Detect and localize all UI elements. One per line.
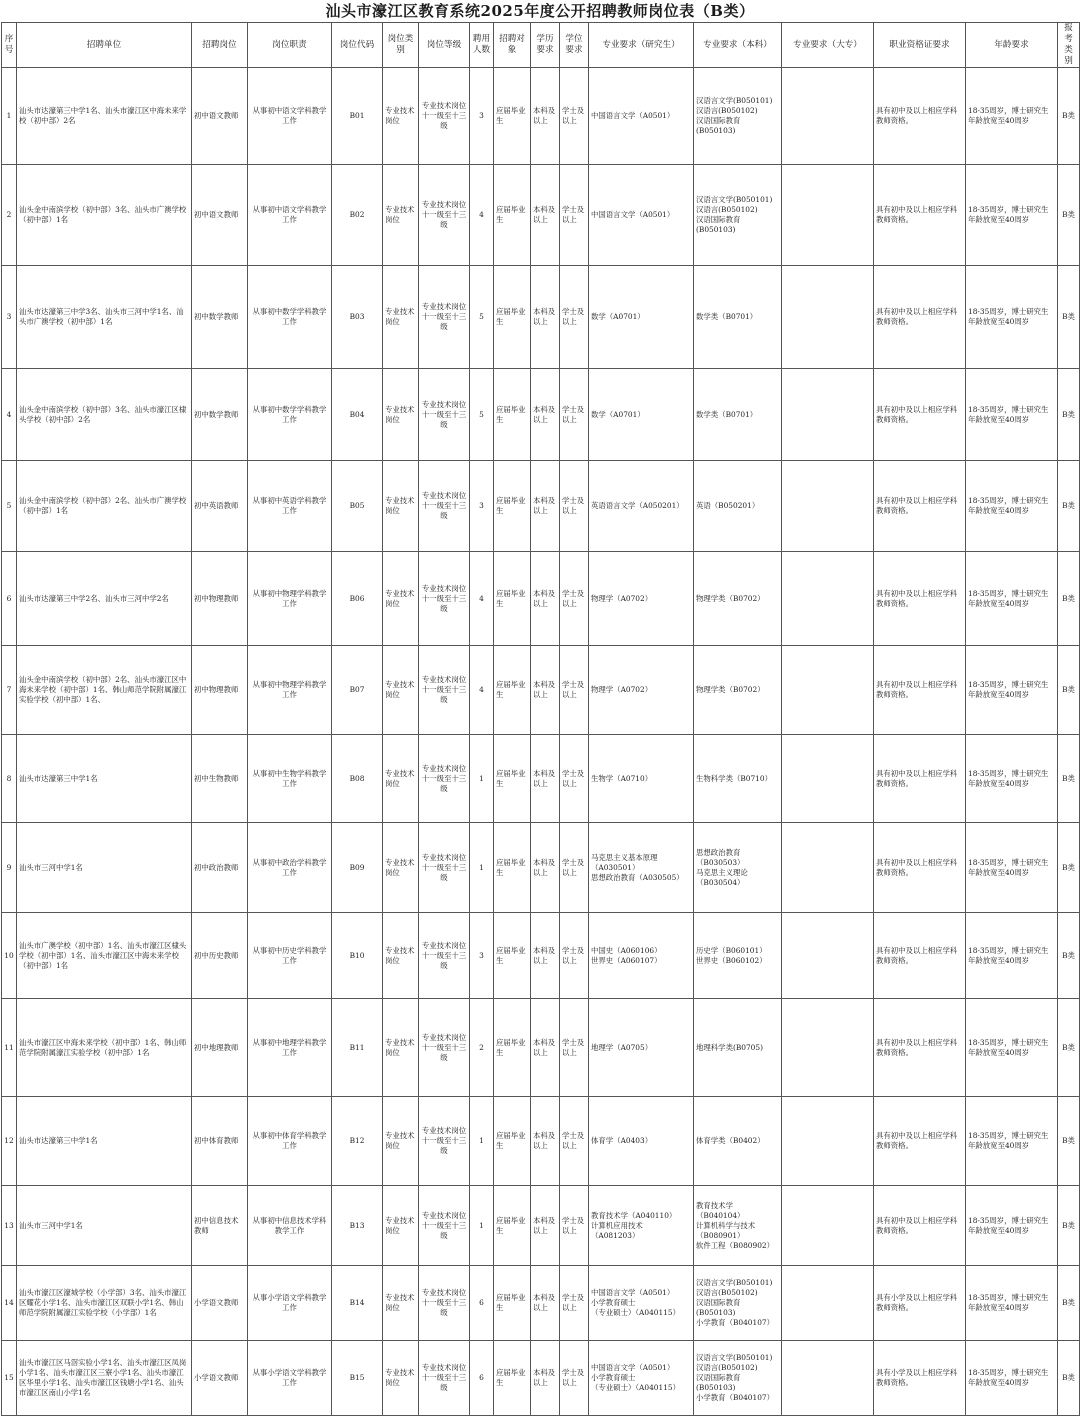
education-cell: 本科及以上 (531, 369, 560, 461)
category-cell: 专业技术岗位 (383, 266, 419, 369)
table-row (2, 1341, 1080, 1416)
certificate-cell: 具有初中及以上相应学科教师资格。 (874, 999, 966, 1097)
major-undergrad-cell: 物理学类（B0702） (694, 646, 782, 735)
age-cell: 18-35周岁，博士研究生年龄放宽至40周岁 (966, 1341, 1058, 1416)
level-cell: 专业技术岗位十一级至十三级 (419, 999, 470, 1097)
unit-cell: 汕头市广澳学校（初中部）1名、汕头市濠江区棣头学校（初中部）1名、汕头市濠江区中海未来学校（初中部）1名 (17, 913, 192, 999)
age-cell: 18-35周岁，博士研究生年龄放宽至40周岁 (966, 1186, 1058, 1266)
seq-cell: 9 (2, 823, 17, 913)
seq-cell: 5 (2, 461, 17, 552)
type-cell: B类 (1058, 369, 1080, 461)
age-cell: 18-35周岁，博士研究生年龄放宽至40周岁 (966, 1266, 1058, 1341)
category-cell: 专业技术岗位 (383, 1266, 419, 1341)
header-age: 年龄要求 (966, 23, 1058, 68)
table-row (2, 1266, 1080, 1341)
table-row (2, 913, 1080, 999)
header-row (2, 23, 1080, 68)
major-college-cell (782, 735, 874, 823)
count-cell: 6 (470, 1266, 494, 1341)
code-cell: B12 (332, 1097, 383, 1186)
major-postgrad-cell: 中国语言文学（A0501） 小学教育硕士 （专业硕士）（A040115） (589, 1266, 694, 1341)
target-cell: 应届毕业生 (494, 552, 531, 646)
target-cell: 应届毕业生 (494, 735, 531, 823)
certificate-cell: 具有初中及以上相应学科教师资格。 (874, 165, 966, 266)
duty-cell: 从事初中数学学科教学工作 (248, 369, 332, 461)
major-postgrad-cell: 体育学（A0403） (589, 1097, 694, 1186)
table-row (2, 165, 1080, 266)
type-cell: B类 (1058, 1341, 1080, 1416)
education-cell: 本科及以上 (531, 68, 560, 165)
header-post: 招聘岗位 (192, 23, 248, 68)
unit-cell: 汕头市三河中学1名 (17, 1186, 192, 1266)
degree-cell: 学士及以上 (560, 1186, 589, 1266)
post-cell: 初中数学教师 (192, 369, 248, 461)
major-postgrad-cell: 中国史（A060106） 世界史（A060107） (589, 913, 694, 999)
degree-cell: 学士及以上 (560, 1266, 589, 1341)
type-cell: B类 (1058, 735, 1080, 823)
unit-cell: 汕头市达濠第三中学3名、汕头市三河中学1名、汕头市广澳学校（初中部）1名 (17, 266, 192, 369)
major-postgrad-cell: 生物学（A0710） (589, 735, 694, 823)
type-cell: B类 (1058, 1186, 1080, 1266)
education-cell: 本科及以上 (531, 1186, 560, 1266)
unit-cell: 汕头金中南滨学校（初中部）2名、汕头市濠江区中海未来学校（初中部）1名、韩山师范学院附属濠江实验学校（初中部）1名、 (17, 646, 192, 735)
header-category: 岗位类别 (383, 23, 419, 68)
education-cell: 本科及以上 (531, 1341, 560, 1416)
unit-cell: 汕头市达濠第三中学1名 (17, 1097, 192, 1186)
code-cell: B11 (332, 999, 383, 1097)
level-cell: 专业技术岗位十一级至十三级 (419, 552, 470, 646)
duty-cell: 从事小学语文学科教学工作 (248, 1266, 332, 1341)
header-level: 岗位等级 (419, 23, 470, 68)
age-cell: 18-35周岁，博士研究生年龄放宽至40周岁 (966, 913, 1058, 999)
post-cell: 初中政治教师 (192, 823, 248, 913)
count-cell: 1 (470, 1097, 494, 1186)
education-cell: 本科及以上 (531, 735, 560, 823)
header-target: 招聘对象 (494, 23, 531, 68)
major-undergrad-cell: 教育技术学 （B040104） 计算机科学与技术 （B080901） 软件工程（B080902） (694, 1186, 782, 1266)
major-postgrad-cell: 物理学（A0702） (589, 646, 694, 735)
count-cell: 2 (470, 999, 494, 1097)
count-cell: 1 (470, 735, 494, 823)
certificate-cell: 具有小学及以上相应学科教师资格。 (874, 1266, 966, 1341)
target-cell: 应届毕业生 (494, 1341, 531, 1416)
header-type: 报考类别 (1058, 23, 1080, 68)
unit-cell: 汕头市达濠第三中学1名 (17, 735, 192, 823)
major-college-cell (782, 266, 874, 369)
major-undergrad-cell: 历史学（B060101） 世界史（B060102） (694, 913, 782, 999)
type-cell: B类 (1058, 999, 1080, 1097)
table-row (2, 369, 1080, 461)
unit-cell: 汕头市濠江区中海未来学校（初中部）1名、韩山师范学院附属濠江实验学校（初中部）1名 (17, 999, 192, 1097)
level-cell: 专业技术岗位十一级至十三级 (419, 646, 470, 735)
duty-cell: 从事初中历史学科教学工作 (248, 913, 332, 999)
major-postgrad-cell: 中国语言文学（A0501） 小学教育硕士 （专业硕士）（A040115） (589, 1341, 694, 1416)
seq-cell: 2 (2, 165, 17, 266)
level-cell: 专业技术岗位十一级至十三级 (419, 1186, 470, 1266)
code-cell: B06 (332, 552, 383, 646)
table-row (2, 646, 1080, 735)
education-cell: 本科及以上 (531, 646, 560, 735)
post-cell: 初中语文教师 (192, 68, 248, 165)
seq-cell: 13 (2, 1186, 17, 1266)
count-cell: 6 (470, 1341, 494, 1416)
seq-cell: 10 (2, 913, 17, 999)
duty-cell: 从事初中物理学科教学工作 (248, 552, 332, 646)
seq-cell: 1 (2, 68, 17, 165)
post-cell: 初中体育教师 (192, 1097, 248, 1186)
category-cell: 专业技术岗位 (383, 1097, 419, 1186)
category-cell: 专业技术岗位 (383, 552, 419, 646)
unit-cell: 汕头市三河中学1名 (17, 823, 192, 913)
major-undergrad-cell: 生物科学类（B0710） (694, 735, 782, 823)
code-cell: B01 (332, 68, 383, 165)
target-cell: 应届毕业生 (494, 369, 531, 461)
duty-cell: 从事初中地理学科教学工作 (248, 999, 332, 1097)
level-cell: 专业技术岗位十一级至十三级 (419, 165, 470, 266)
category-cell: 专业技术岗位 (383, 823, 419, 913)
education-cell: 本科及以上 (531, 165, 560, 266)
age-cell: 18-35周岁，博士研究生年龄放宽至40周岁 (966, 266, 1058, 369)
post-cell: 初中数学教师 (192, 266, 248, 369)
certificate-cell: 具有初中及以上相应学科教师资格。 (874, 823, 966, 913)
target-cell: 应届毕业生 (494, 646, 531, 735)
age-cell: 18-35周岁，博士研究生年龄放宽至40周岁 (966, 68, 1058, 165)
seq-cell: 6 (2, 552, 17, 646)
major-college-cell (782, 1097, 874, 1186)
major-college-cell (782, 552, 874, 646)
certificate-cell: 具有小学及以上相应学科教师资格。 (874, 1341, 966, 1416)
major-undergrad-cell: 汉语言文学(B050101) 汉语言(B050102) 汉语国际教育 (B050103) (694, 68, 782, 165)
unit-cell: 汕头金中南滨学校（初中部）2名、汕头市广澳学校（初中部）1名 (17, 461, 192, 552)
duty-cell: 从事初中数学学科教学工作 (248, 266, 332, 369)
age-cell: 18-35周岁，博士研究生年龄放宽至40周岁 (966, 735, 1058, 823)
table-row (2, 552, 1080, 646)
duty-cell: 从事小学语文学科教学工作 (248, 1341, 332, 1416)
degree-cell: 学士及以上 (560, 266, 589, 369)
type-cell: B类 (1058, 461, 1080, 552)
seq-cell: 4 (2, 369, 17, 461)
count-cell: 4 (470, 165, 494, 266)
degree-cell: 学士及以上 (560, 1097, 589, 1186)
level-cell: 专业技术岗位十一级至十三级 (419, 266, 470, 369)
age-cell: 18-35周岁，博士研究生年龄放宽至40周岁 (966, 369, 1058, 461)
age-cell: 18-35周岁，博士研究生年龄放宽至40周岁 (966, 646, 1058, 735)
education-cell: 本科及以上 (531, 1266, 560, 1341)
duty-cell: 从事初中信息技术学科教学工作 (248, 1186, 332, 1266)
unit-cell: 汕头金中南滨学校（初中部）3名、汕头市广澳学校（初中部）1名 (17, 165, 192, 266)
header-certificate: 职业资格证要求 (874, 23, 966, 68)
seq-cell: 15 (2, 1341, 17, 1416)
degree-cell: 学士及以上 (560, 646, 589, 735)
seq-cell: 14 (2, 1266, 17, 1341)
post-cell: 初中地理教师 (192, 999, 248, 1097)
major-undergrad-cell: 物理学类（B0702） (694, 552, 782, 646)
duty-cell: 从事初中体育学科教学工作 (248, 1097, 332, 1186)
level-cell: 专业技术岗位十一级至十三级 (419, 913, 470, 999)
table-row (2, 461, 1080, 552)
major-college-cell (782, 68, 874, 165)
header-code: 岗位代码 (332, 23, 383, 68)
level-cell: 专业技术岗位十一级至十三级 (419, 369, 470, 461)
certificate-cell: 具有初中及以上相应学科教师资格。 (874, 461, 966, 552)
major-postgrad-cell: 中国语言文学（A0501） (589, 68, 694, 165)
code-cell: B13 (332, 1186, 383, 1266)
header-duty: 岗位职责 (248, 23, 332, 68)
post-cell: 初中物理教师 (192, 646, 248, 735)
target-cell: 应届毕业生 (494, 461, 531, 552)
category-cell: 专业技术岗位 (383, 999, 419, 1097)
education-cell: 本科及以上 (531, 461, 560, 552)
table-row (2, 68, 1080, 165)
post-cell: 小学语文教师 (192, 1341, 248, 1416)
job-table (1, 22, 1080, 1416)
major-college-cell (782, 999, 874, 1097)
unit-cell: 汕头市达濠第三中学2名、汕头市三河中学2名 (17, 552, 192, 646)
category-cell: 专业技术岗位 (383, 461, 419, 552)
certificate-cell: 具有初中及以上相应学科教师资格。 (874, 552, 966, 646)
degree-cell: 学士及以上 (560, 552, 589, 646)
count-cell: 5 (470, 266, 494, 369)
type-cell: B类 (1058, 1266, 1080, 1341)
post-cell: 小学语文教师 (192, 1266, 248, 1341)
count-cell: 3 (470, 913, 494, 999)
age-cell: 18-35周岁，博士研究生年龄放宽至40周岁 (966, 999, 1058, 1097)
category-cell: 专业技术岗位 (383, 165, 419, 266)
level-cell: 专业技术岗位十一级至十三级 (419, 461, 470, 552)
unit-cell: 汕头金中南滨学校（初中部）3名、汕头市濠江区棣头学校（初中部）2名 (17, 369, 192, 461)
target-cell: 应届毕业生 (494, 68, 531, 165)
major-college-cell (782, 369, 874, 461)
category-cell: 专业技术岗位 (383, 1186, 419, 1266)
level-cell: 专业技术岗位十一级至十三级 (419, 1266, 470, 1341)
major-college-cell (782, 646, 874, 735)
code-cell: B02 (332, 165, 383, 266)
count-cell: 5 (470, 369, 494, 461)
count-cell: 3 (470, 68, 494, 165)
code-cell: B15 (332, 1341, 383, 1416)
type-cell: B类 (1058, 646, 1080, 735)
education-cell: 本科及以上 (531, 999, 560, 1097)
degree-cell: 学士及以上 (560, 369, 589, 461)
header-education: 学历要求 (531, 23, 560, 68)
age-cell: 18-35周岁，博士研究生年龄放宽至40周岁 (966, 461, 1058, 552)
category-cell: 专业技术岗位 (383, 1341, 419, 1416)
major-postgrad-cell: 中国语言文学（A0501） (589, 165, 694, 266)
type-cell: B类 (1058, 823, 1080, 913)
post-cell: 初中历史教师 (192, 913, 248, 999)
education-cell: 本科及以上 (531, 552, 560, 646)
degree-cell: 学士及以上 (560, 999, 589, 1097)
count-cell: 4 (470, 646, 494, 735)
degree-cell: 学士及以上 (560, 823, 589, 913)
level-cell: 专业技术岗位十一级至十三级 (419, 1097, 470, 1186)
major-undergrad-cell: 汉语言文学(B050101) 汉语言(B050102) 汉语国际教育 (B050103) 小学教育（B040107） (694, 1341, 782, 1416)
code-cell: B09 (332, 823, 383, 913)
education-cell: 本科及以上 (531, 266, 560, 369)
code-cell: B07 (332, 646, 383, 735)
certificate-cell: 具有初中及以上相应学科教师资格。 (874, 913, 966, 999)
degree-cell: 学士及以上 (560, 461, 589, 552)
certificate-cell: 具有初中及以上相应学科教师资格。 (874, 1097, 966, 1186)
certificate-cell: 具有初中及以上相应学科教师资格。 (874, 1186, 966, 1266)
duty-cell: 从事初中政治学科教学工作 (248, 823, 332, 913)
target-cell: 应届毕业生 (494, 823, 531, 913)
seq-cell: 8 (2, 735, 17, 823)
major-college-cell (782, 1186, 874, 1266)
level-cell: 专业技术岗位十一级至十三级 (419, 68, 470, 165)
duty-cell: 从事初中英语学科教学工作 (248, 461, 332, 552)
target-cell: 应届毕业生 (494, 165, 531, 266)
duty-cell: 从事初中语文学科教学工作 (248, 68, 332, 165)
level-cell: 专业技术岗位十一级至十三级 (419, 823, 470, 913)
count-cell: 4 (470, 552, 494, 646)
unit-cell: 汕头市濠江区马滘实验小学1名、汕头市濠江区凤岗小学1名、汕头市濠江区三寮小学1名、汕头市濠江区华里小学1名、汕头市濠江区钱塘小学1名、汕头市濠江区南山小学1名 (17, 1341, 192, 1416)
level-cell: 专业技术岗位十一级至十三级 (419, 735, 470, 823)
target-cell: 应届毕业生 (494, 1186, 531, 1266)
category-cell: 专业技术岗位 (383, 646, 419, 735)
seq-cell: 3 (2, 266, 17, 369)
major-college-cell (782, 1341, 874, 1416)
major-postgrad-cell: 物理学（A0702） (589, 552, 694, 646)
age-cell: 18-35周岁，博士研究生年龄放宽至40周岁 (966, 823, 1058, 913)
type-cell: B类 (1058, 266, 1080, 369)
header-major-undergrad: 专业要求（本科） (694, 23, 782, 68)
duty-cell: 从事初中语文学科教学工作 (248, 165, 332, 266)
degree-cell: 学士及以上 (560, 735, 589, 823)
degree-cell: 学士及以上 (560, 68, 589, 165)
degree-cell: 学士及以上 (560, 913, 589, 999)
target-cell: 应届毕业生 (494, 1097, 531, 1186)
major-postgrad-cell: 教育技术学（A040110） 计算机应用技术 （A081203） (589, 1186, 694, 1266)
table-row (2, 823, 1080, 913)
category-cell: 专业技术岗位 (383, 68, 419, 165)
type-cell: B类 (1058, 68, 1080, 165)
document-title: 汕头市濠江区教育系统2025年度公开招聘教师岗位表（B类） (325, 2, 755, 20)
major-college-cell (782, 1266, 874, 1341)
education-cell: 本科及以上 (531, 823, 560, 913)
table-row (2, 266, 1080, 369)
header-major-college: 专业要求（大专） (782, 23, 874, 68)
seq-cell: 12 (2, 1097, 17, 1186)
code-cell: B08 (332, 735, 383, 823)
education-cell: 本科及以上 (531, 1097, 560, 1186)
certificate-cell: 具有初中及以上相应学科教师资格。 (874, 735, 966, 823)
certificate-cell: 具有初中及以上相应学科教师资格。 (874, 68, 966, 165)
major-postgrad-cell: 数学（A0701） (589, 369, 694, 461)
code-cell: B05 (332, 461, 383, 552)
major-college-cell (782, 165, 874, 266)
major-undergrad-cell: 思想政治教育 （B030503） 马克思主义理论 （B030504） (694, 823, 782, 913)
type-cell: B类 (1058, 165, 1080, 266)
major-college-cell (782, 461, 874, 552)
code-cell: B04 (332, 369, 383, 461)
header-degree: 学位要求 (560, 23, 589, 68)
code-cell: B03 (332, 266, 383, 369)
major-undergrad-cell: 数学类（B0701） (694, 266, 782, 369)
degree-cell: 学士及以上 (560, 1341, 589, 1416)
major-undergrad-cell: 英语（B050201） (694, 461, 782, 552)
target-cell: 应届毕业生 (494, 913, 531, 999)
count-cell: 1 (470, 1186, 494, 1266)
major-postgrad-cell: 地理学（A0705） (589, 999, 694, 1097)
major-college-cell (782, 823, 874, 913)
age-cell: 18-35周岁，博士研究生年龄放宽至40周岁 (966, 1097, 1058, 1186)
category-cell: 专业技术岗位 (383, 735, 419, 823)
type-cell: B类 (1058, 1097, 1080, 1186)
major-postgrad-cell: 英语语言文学（A050201） (589, 461, 694, 552)
count-cell: 3 (470, 461, 494, 552)
type-cell: B类 (1058, 913, 1080, 999)
table-row (2, 735, 1080, 823)
certificate-cell: 具有初中及以上相应学科教师资格。 (874, 369, 966, 461)
header-no: 序号 (2, 23, 17, 68)
unit-cell: 汕头市达濠第三中学1名、汕头市濠江区中海未来学校（初中部）2名 (17, 68, 192, 165)
major-undergrad-cell: 汉语言文学(B050101) 汉语言(B050102) 汉语国际教育 (B050103) 小学教育（B040107） (694, 1266, 782, 1341)
table-row (2, 1186, 1080, 1266)
age-cell: 18-35周岁，博士研究生年龄放宽至40周岁 (966, 165, 1058, 266)
post-cell: 初中英语教师 (192, 461, 248, 552)
table-row (2, 1097, 1080, 1186)
seq-cell: 7 (2, 646, 17, 735)
age-cell: 18-35周岁，博士研究生年龄放宽至40周岁 (966, 552, 1058, 646)
category-cell: 专业技术岗位 (383, 369, 419, 461)
major-undergrad-cell: 体育学类（B0402） (694, 1097, 782, 1186)
target-cell: 应届毕业生 (494, 1266, 531, 1341)
post-cell: 初中信息技术教师 (192, 1186, 248, 1266)
major-postgrad-cell: 马克思主义基本原理 （A030501） 思想政治教育（A030505） (589, 823, 694, 913)
certificate-cell: 具有初中及以上相应学科教师资格。 (874, 266, 966, 369)
count-cell: 1 (470, 823, 494, 913)
target-cell: 应届毕业生 (494, 999, 531, 1097)
post-cell: 初中物理教师 (192, 552, 248, 646)
post-cell: 初中语文教师 (192, 165, 248, 266)
header-count: 聘用人数 (470, 23, 494, 68)
table-row (2, 999, 1080, 1097)
education-cell: 本科及以上 (531, 913, 560, 999)
code-cell: B10 (332, 913, 383, 999)
major-college-cell (782, 913, 874, 999)
category-cell: 专业技术岗位 (383, 913, 419, 999)
header-unit: 招聘单位 (17, 23, 192, 68)
unit-cell: 汕头市濠江区濠城学校（小学部）3名、汕头市濠江区耀花小学1名、汕头市濠江区双联小学1名、韩山师范学院附属濠江实验学校（小学部）1名 (17, 1266, 192, 1341)
duty-cell: 从事初中物理学科教学工作 (248, 646, 332, 735)
certificate-cell: 具有初中及以上相应学科教师资格。 (874, 646, 966, 735)
duty-cell: 从事初中生物学科教学工作 (248, 735, 332, 823)
type-cell: B类 (1058, 552, 1080, 646)
major-postgrad-cell: 数学（A0701） (589, 266, 694, 369)
post-cell: 初中生物教师 (192, 735, 248, 823)
code-cell: B14 (332, 1266, 383, 1341)
level-cell: 专业技术岗位十一级至十三级 (419, 1341, 470, 1416)
seq-cell: 11 (2, 999, 17, 1097)
degree-cell: 学士及以上 (560, 165, 589, 266)
target-cell: 应届毕业生 (494, 266, 531, 369)
major-undergrad-cell: 数学类（B0701） (694, 369, 782, 461)
major-undergrad-cell: 汉语言文学(B050101) 汉语言(B050102) 汉语国际教育 (B050103) (694, 165, 782, 266)
major-undergrad-cell: 地理科学类(B0705) (694, 999, 782, 1097)
header-major-postgrad: 专业要求（研究生） (589, 23, 694, 68)
